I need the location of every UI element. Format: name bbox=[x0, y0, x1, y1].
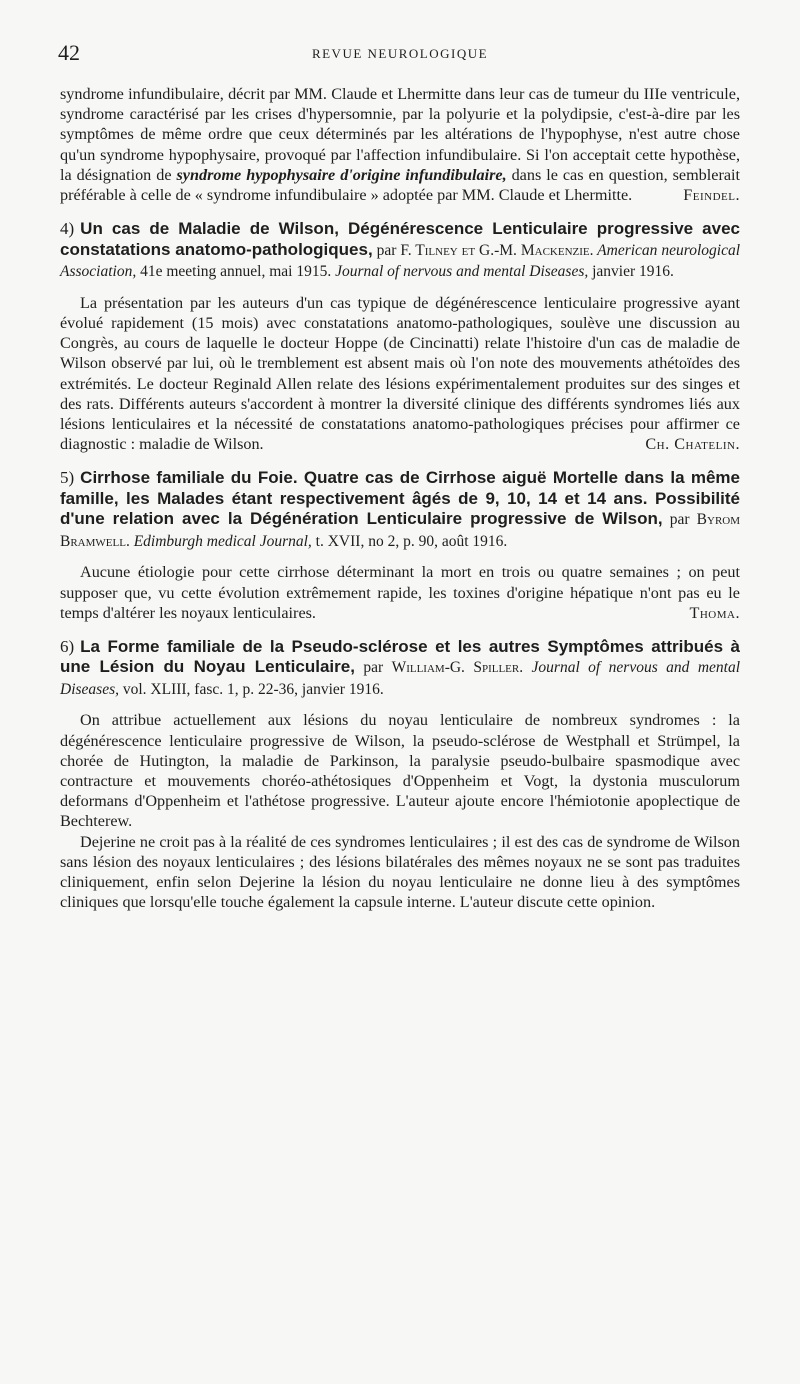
article-4-journal2: Journal of nervous and mental Diseases, bbox=[335, 263, 589, 281]
article-6-heading bbox=[60, 637, 740, 701]
article-4-title: Un cas de Maladie de Wilson, Dégénérescence Lenticulaire progressive avec constatations anatomo-pathologiques, bbox=[60, 219, 740, 259]
article-4 bbox=[60, 219, 740, 454]
page-number: 42 bbox=[58, 40, 80, 65]
article-5-authors: Byrom Bramwell. bbox=[60, 511, 741, 550]
article-5-journal-rest: t. XVII, no 2, p. 90, août 1916. bbox=[311, 532, 508, 550]
page-content bbox=[60, 84, 740, 912]
article-6-journal: Journal of nervous and mental Diseases, bbox=[60, 659, 740, 698]
article-4-heading bbox=[60, 219, 740, 283]
article-4-date: janvier 1916. bbox=[588, 263, 674, 281]
article-6-body-2: Dejerine ne croit pas à la réalité de ces syndromes lenticulaires ; il est des cas de syndrome de Wilson sans lésion des noyaux lenticulaires ; des lésions bilatérales des mêmes noyaux ne se sont pas traduites cliniquement, enfin selon Dejerine la lésion du noyau lenticulaire ne donne lieu à des symptômes cliniques que lorsqu'elle touche également la capsule interne. L'auteur discute cette opinion. bbox=[60, 832, 740, 912]
article-6-title: La Forme familiale de la Pseudo-sclérose et les autres Symptômes attribués à une Lésion du Noyau Lenticulaire, bbox=[60, 636, 740, 677]
article-5-by: par bbox=[662, 511, 697, 529]
article-5-heading bbox=[60, 468, 740, 552]
intro-emphasis: syndrome hypophysaire d'origine infundibulaire, bbox=[176, 165, 507, 184]
intro-section bbox=[60, 84, 740, 205]
article-5 bbox=[60, 468, 740, 623]
article-6-authors: William-G. Spiller. bbox=[391, 659, 524, 677]
article-5-title: Cirrhose familiale du Foie. Quatre cas de Cirrhose aiguë Mortelle dans la même famille, les Malades étant respectivement âgés de 9, 10, 14 et 14 ans. Possibilité d'une relation avec la Dégénération Lenticulaire progressive de Wilson, bbox=[60, 468, 740, 529]
page-header bbox=[58, 40, 742, 70]
article-5-body bbox=[60, 562, 740, 623]
article-4-body bbox=[60, 293, 740, 455]
article-6-number: 6) bbox=[60, 636, 75, 656]
article-4-body-text: La présentation par les auteurs d'un cas typique de dégénérescence lenticulaire progressive ayant évolué rapidement (15 mois) avec constatations anatomo-pathologiques, soulève une discussion au Congrès, au cours de laquelle le docteur Hoppe (de Cincinatti) relate l'histoire d'un cas de maladie de Wilson observé par lui, où le tremblement est absent mais où l'on note des mouvements athétoïdes des extrémités. Le docteur Reginald Allen relate des lésions expérimentalement produites sur des singes et des rats. Différents auteurs s'accordent à montrer la diversité clinique des différents syndromes liés aux lésions lenticulaires et la nécessité de constatations anatomo-pathologiques précises pour affirmer ce diagnostic : maladie de Wilson. bbox=[60, 293, 740, 454]
article-6 bbox=[60, 637, 740, 913]
article-5-journal: Edimburgh medical Journal, bbox=[129, 532, 312, 550]
article-4-number: 4) bbox=[60, 219, 75, 239]
article-5-number: 5) bbox=[60, 468, 75, 488]
article-5-signature: Thoma. bbox=[689, 603, 740, 622]
article-6-journal-rest: vol. XLIII, fasc. 1, p. 22-36, janvier 1916. bbox=[118, 680, 384, 698]
article-6-by: par bbox=[354, 659, 392, 677]
intro-text-a: syndrome infundibulaire, décrit par MM. Claude et Lhermitte dans leur cas de tumeur du IIIe ventricule, syndrome caractérisé par les crises d'hypersomnie, par la polyurie et la polydipsie, c'est-à-dire par les symptômes de même ordre que ceux déterminés par les altérations de l'hypophyse, n'est autre chose qu'un syndrome hypophysaire, provoqué par l'affection infundibulaire. Si l'on acceptait cette hypothèse, la désignation de bbox=[60, 85, 740, 184]
intro-paragraph bbox=[60, 84, 740, 205]
article-6-body: On attribue actuellement aux lésions du noyau lenticulaire de nombreux syndromes : la dégénérescence lenticulaire progressive de Wilson, la pseudo-sclérose de Westphall et Strümpel, la chorée de Hutington, la maladie de Parkinson, la paralysie pseudo-bulbaire spasmodique avec contracture et mouvements choréo-athétosiques d'Oppenheim et Vogt, la dystonia musculorum deformans d'Oppenheim et l'athétose progressive. L'auteur ajoute encore l'hémiotonie apoplectique de Bechterew. bbox=[60, 711, 740, 831]
article-4-by: par bbox=[372, 241, 401, 259]
intro-signature: Feindel. bbox=[683, 186, 740, 205]
intro-text-b: dans le cas en question, semblerait préférable à celle de « syndrome infundibulaire » adoptée par MM. Claude et Lhermitte. bbox=[60, 165, 741, 205]
article-4-journal: American neurological Association, bbox=[60, 241, 741, 281]
article-4-authors: F. Tilney et G.-M. Mackenzie. bbox=[400, 241, 594, 259]
running-title: REVUE NEUROLOGIQUE bbox=[311, 46, 489, 61]
article-5-body-text: Aucune étiologie pour cette cirrhose déterminant la mort en trois ou quatre semaines ; on peut supposer que, vu cette évolution extrêmement rapide, les toxines d'origine hépatique n'ont pas eu le temps d'altérer les noyaux lenticulaires. bbox=[60, 563, 740, 622]
article-4-journal-rest: 41e meeting annuel, mai 1915. bbox=[136, 263, 336, 281]
article-4-signature: Ch. Chatelin. bbox=[645, 435, 740, 454]
